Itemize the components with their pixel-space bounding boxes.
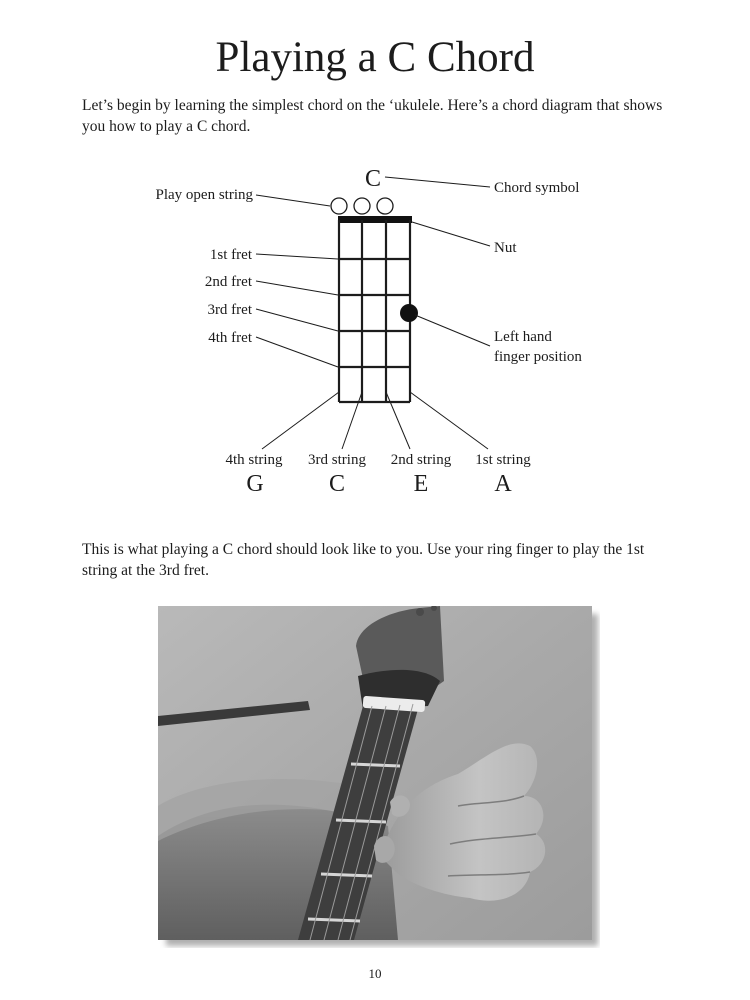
c-chord-diagram xyxy=(0,160,750,510)
fret-label-1: 1st fret xyxy=(209,247,252,263)
fretboard-grid xyxy=(339,220,410,402)
string-note-3: C xyxy=(328,471,346,497)
string-note-4: G xyxy=(246,471,264,497)
finger-position-dot xyxy=(400,304,418,322)
string-label-2: 2nd string xyxy=(390,452,452,468)
open-string-marker-2 xyxy=(331,198,347,214)
fret-label-4: 4th fret xyxy=(208,330,252,346)
string-pointer-3 xyxy=(342,392,362,449)
page-title: Playing a C Chord xyxy=(215,34,535,81)
fret-pointer-4 xyxy=(256,337,338,367)
nut xyxy=(338,216,412,223)
finger-position-label-line1: Left hand xyxy=(494,329,552,345)
fret-pointer-2 xyxy=(256,281,338,295)
string-pointer-4 xyxy=(262,392,339,449)
open-string-marker-4 xyxy=(377,198,393,214)
finger-position-label-line2: finger position xyxy=(494,349,582,365)
chord-symbol-label: Chord symbol xyxy=(494,180,580,196)
nut-label: Nut xyxy=(494,240,517,256)
open-string-marker-3 xyxy=(354,198,370,214)
open-string-pointer xyxy=(256,195,330,206)
intro-paragraph: Let’s begin by learning the simplest chord on the ‘ukulele. Here’s a chord diagram that shows you how to play a C chord. xyxy=(82,97,663,135)
fret-label-3: 3rd fret xyxy=(207,302,252,318)
page-number: 10 xyxy=(368,966,382,981)
finger-position-pointer xyxy=(415,315,490,346)
fret-label-2: 2nd fret xyxy=(204,274,252,290)
string-label-3: 3rd string xyxy=(308,452,366,468)
ukulele-chord-photo xyxy=(158,606,600,948)
chord-symbol: C xyxy=(364,166,382,192)
string-pointer-2 xyxy=(386,392,410,449)
nut-pointer xyxy=(412,222,490,246)
string-label-4: 4th string xyxy=(225,452,283,468)
chord-symbol-pointer xyxy=(385,177,490,187)
fret-pointer-1 xyxy=(256,254,338,259)
fret-pointer-3 xyxy=(256,309,338,331)
string-pointer-1 xyxy=(410,392,488,449)
string-note-1: A xyxy=(494,471,512,497)
open-string-label: Play open string xyxy=(155,187,253,203)
string-label-1: 1st string xyxy=(475,452,531,468)
photo-intro-paragraph: This is what playing a C chord should look like to you. Use your ring finger to play the 1st string at the 3rd fret. xyxy=(82,541,645,579)
string-note-2: E xyxy=(413,471,429,497)
